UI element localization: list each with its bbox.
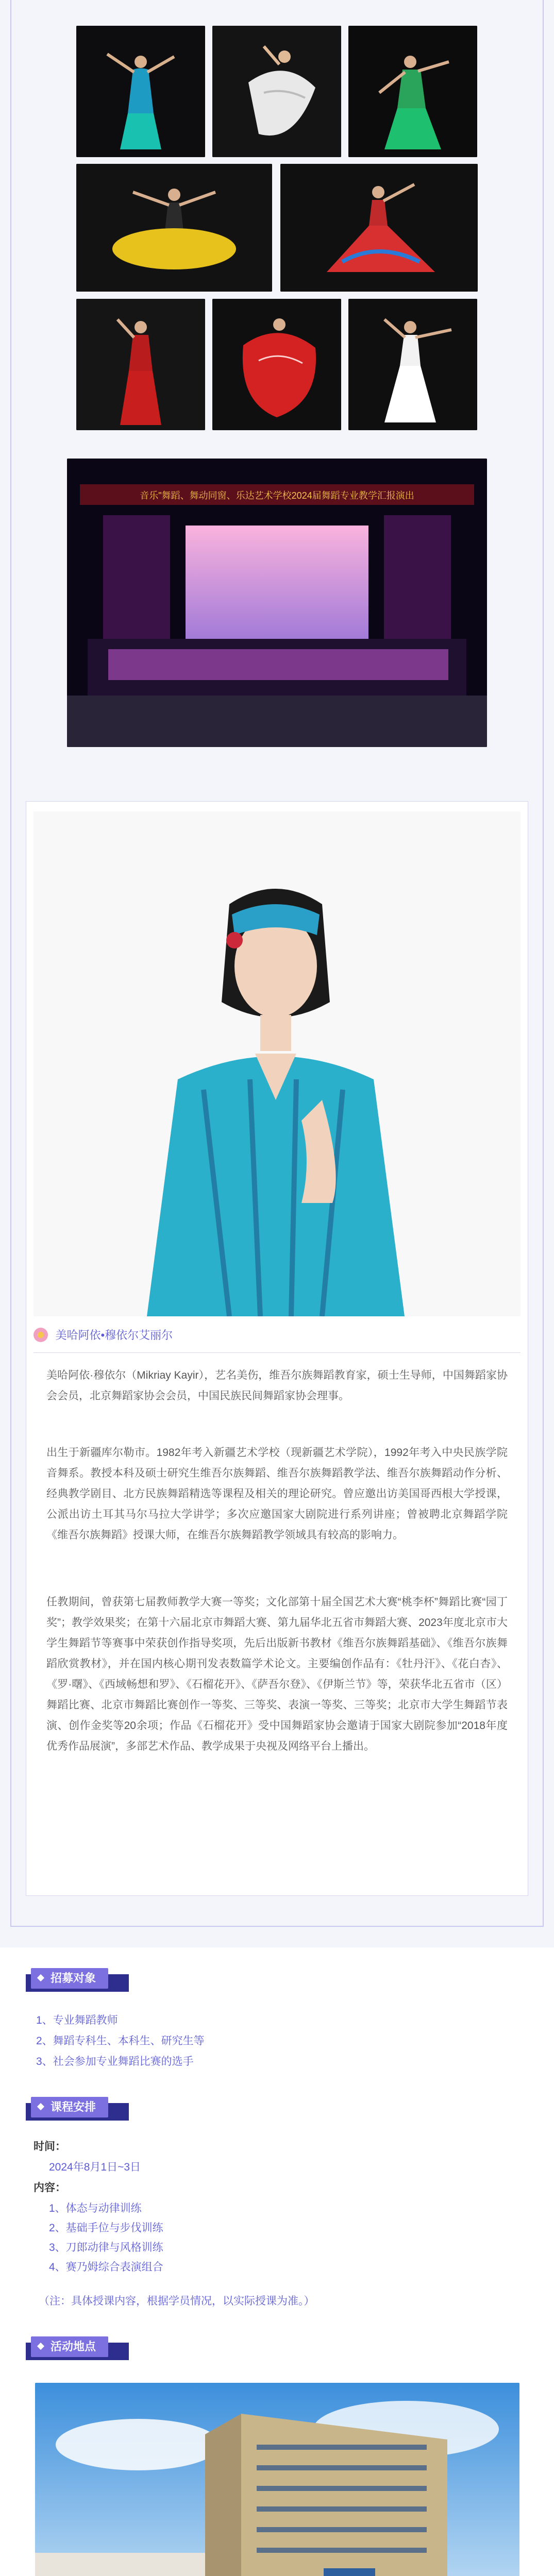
gallery-photo-2 — [212, 26, 341, 157]
section-title: 招募对象 — [51, 1972, 96, 1985]
header-tab — [31, 2336, 108, 2357]
teacher-bio-paragraph-3: 任教期间，曾获第七届教师教学大赛一等奖；文化部第十届全国艺术大赛“桃李杯”舞蹈比赛“园丁奖”；教学效果奖；在第十六届北京市舞蹈大赛、第九届华北五省市舞蹈大赛、2023年度北京市大学生舞蹈节等赛事中荣获创作指导奖项，先后出版新书教材《维吾尔族舞蹈基础》、《维吾尔族舞蹈欣赏教材》，并在国内核心期刊发表数篇学术论文。主要编创作品有：《牡丹汗》、《花白杏》、《罗·曙》、《西域畅想和罗》、《石榴花开》、《萨吾尔登》、《伊斯兰节》等，荣获华北五省市（区）舞蹈比赛、北京市舞蹈比赛创作一等奖、三等奖、表演一等奖、三等奖；北京市大学生舞蹈节表演、创作金奖等20余项；作品《石榴花开》受中国舞蹈家协会邀请于国家大剧院参加“2018年度优秀作品展演”，多部艺术作品、教学成果于央视及网络平台上播出。 — [46, 1596, 508, 1752]
schedule-time-label: 时间： — [33, 2141, 66, 2153]
gallery-photo-7 — [212, 299, 341, 430]
section-header-venue — [26, 2336, 139, 2360]
target-item-3: 3、社会参加专业舞蹈比赛的选手 — [36, 2056, 194, 2067]
schedule-content-label: 内容： — [33, 2182, 66, 2194]
target-item-1: 1、专业舞蹈教师 — [36, 2014, 118, 2026]
schedule-item-3: 3、刀郎动律与风格训练 — [49, 2242, 163, 2253]
schedule-time-value: 2024年8月1日~3日 — [49, 2161, 141, 2173]
gallery-photo-1 — [76, 26, 205, 157]
section-title: 课程安排 — [51, 2100, 96, 2113]
diamond-icon — [37, 1974, 44, 1981]
schedule-item-2: 2、基础手位与步伐训练 — [49, 2222, 163, 2234]
gallery-photo-6 — [76, 299, 205, 430]
section-title: 活动地点 — [51, 2340, 96, 2353]
header-tab — [31, 1968, 108, 1989]
header-tab — [31, 2097, 108, 2117]
gallery-photo-5 — [280, 164, 478, 292]
gallery-photo-8 — [348, 299, 477, 430]
schedule-item-4: 4、赛乃姆综合表演组合 — [49, 2261, 163, 2273]
diamond-icon — [37, 2103, 44, 2110]
diamond-icon — [37, 2343, 44, 2350]
flower-icon — [33, 1328, 48, 1342]
teacher-name-line — [33, 1327, 173, 1347]
teacher-divider — [33, 1352, 521, 1353]
frame-line-left — [10, 0, 11, 1927]
teacher-bio-paragraph-1: 美哈阿依·穆依尔（Mikriay Kayir），艺名美伤，维吾尔族舞蹈教育家，硕士生导师，中国舞蹈家协会会员，北京舞蹈家协会会员，中国民族民间舞蹈家协会理事。 — [46, 1369, 508, 1402]
schedule-item-1: 1、体态与动律训练 — [49, 2202, 142, 2214]
gallery-photo-4 — [76, 164, 272, 292]
frame-line-bottom — [10, 1926, 544, 1927]
gallery-photo-3 — [348, 26, 477, 157]
stage-performance-photo — [67, 459, 487, 747]
teacher-bio-paragraph-2: 出生于新疆库尔勒市。1982年考入新疆艺术学校（现新疆艺术学院），1992年考入中央民族学院音舞系。教授本科及硕士研究生维吾尔族舞蹈、维吾尔族舞蹈教学法、维吾尔族舞蹈动作分析、经典教学剧目、北方民族舞蹈精选等课程及相关的理论研究。曾应邀出访美国哥西根大学授课，公派出访土耳其马尔马拉大学讲学；多次应邀国家大剧院进行系列讲座；曾被聘北京舞蹈学院《维吾尔族舞蹈》授课大师，在维吾尔族舞蹈教学领域具有较高的影响力。 — [46, 1447, 508, 1541]
school-building-photo — [35, 2383, 519, 2576]
schedule-note: （注：具体授课内容，根据学员情况，以实际授课为准。） — [39, 2295, 315, 2307]
target-item-2: 2、舞蹈专科生、本科生、研究生等 — [36, 2035, 205, 2047]
stage-banner-text: 音乐"舞蹈、舞动同窗、乐达艺术学校2024届舞蹈专业教学汇报演出 — [140, 490, 414, 501]
section-header-schedule — [26, 2097, 139, 2121]
teacher-name-text: 美哈阿依•穆依尔艾丽尔 — [55, 1329, 173, 1342]
section-header-target — [26, 1968, 139, 1992]
teacher-portrait — [33, 811, 521, 1316]
frame-line-right — [543, 0, 544, 1927]
